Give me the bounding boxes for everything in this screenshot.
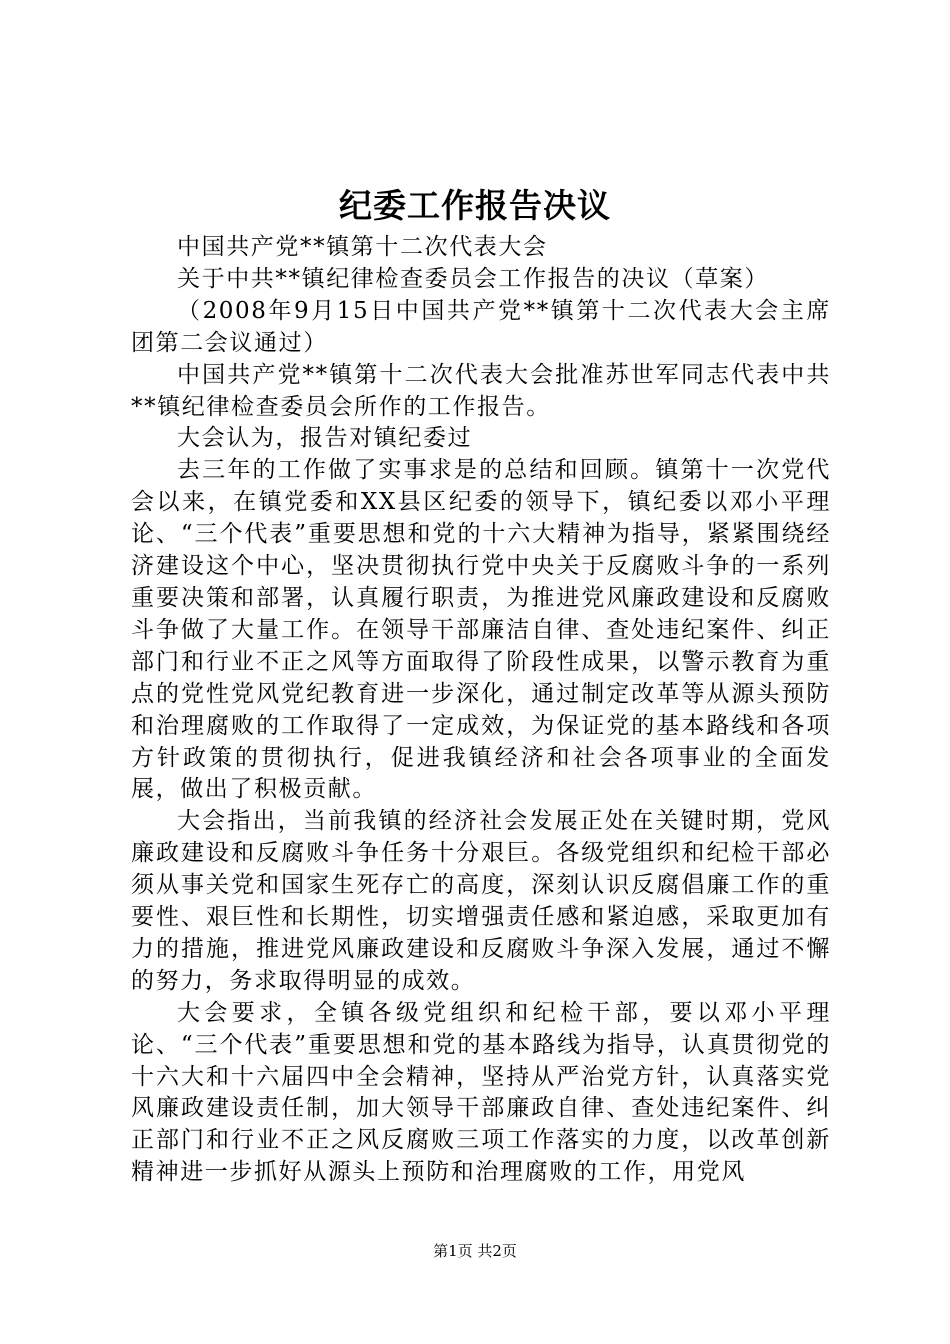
paragraph-requirements: 大会要求，全镇各级党组织和纪检干部，要以邓小平理论、“三个代表”重要思想和党的基本路线为指导，认真贯彻党的十六大和十六届四中全会精神，坚持从严治党方针，认真落实党风廉政建设责任制，加大领导干部廉政自律、查处违纪案件、纠正部门和行业不正之风反腐败三项工作落实的力度，以改革创新精神进一步抓好从源头上预防和治理腐败的工作，用党风 xyxy=(131,999,831,1186)
paragraph-adoption-note: （2008年9月15日中国共产党**镇第十二次代表大会主席团第二会议通过） xyxy=(131,297,831,356)
paragraph-congress-name: 中国共产党**镇第十二次代表大会 xyxy=(177,234,548,260)
paragraph-assessment: 去三年的工作做了实事求是的总结和回顾。镇第十一次党代会以来，在镇党委和XX县区纪委的领导下，镇纪委以邓小平理论、“三个代表”重要思想和党的十六大精神为指导，紧紧围绕经济建设这个中心，坚决贯彻执行党中央关于反腐败斗争的一系列重要决策和部署，认真履行职责，为推进党风廉政建设和反腐败斗争做了大量工作。在领导干部廉洁自律、查处违纪案件、纠正部门和行业不正之风等方面取得了阶段性成果，以警示教育为重点的党性党风党纪教育进一步深化，通过制定改革等从源头预防和治理腐败的工作取得了一定成效，为保证党的基本路线和各项方针政策的贯彻执行，促进我镇经济和社会各项事业的全面发展，做出了积极贡献。 xyxy=(131,457,831,803)
page-footer: 第1页 共2页 xyxy=(433,1242,517,1260)
paragraph-resolution-heading: 关于中共**镇纪律检查委员会工作报告的决议（草案） xyxy=(177,265,769,292)
paragraph-assessment-intro: 大会认为，报告对镇纪委过 xyxy=(177,425,473,452)
paragraph-situation: 大会指出，当前我镇的经济社会发展正处在关键时期，党风廉政建设和反腐败斗争任务十分艰巨。各级党组织和纪检干部必须从事关党和国家生死存亡的高度，深刻认识反腐倡廉工作的重要性、艰巨性和长期性，切实增强责任感和紧迫感，采取更加有力的措施，推进党风廉政建设和反腐败斗争深入发展，通过不懈的努力，务求取得明显的成效。 xyxy=(131,808,831,994)
document-body xyxy=(131,232,831,1189)
document-title: 纪委工作报告决议 xyxy=(339,186,611,225)
paragraph-approval: 中国共产党**镇第十二次代表大会批准苏世军同志代表中共**镇纪律检查委员会所作的工作报告。 xyxy=(131,361,831,420)
